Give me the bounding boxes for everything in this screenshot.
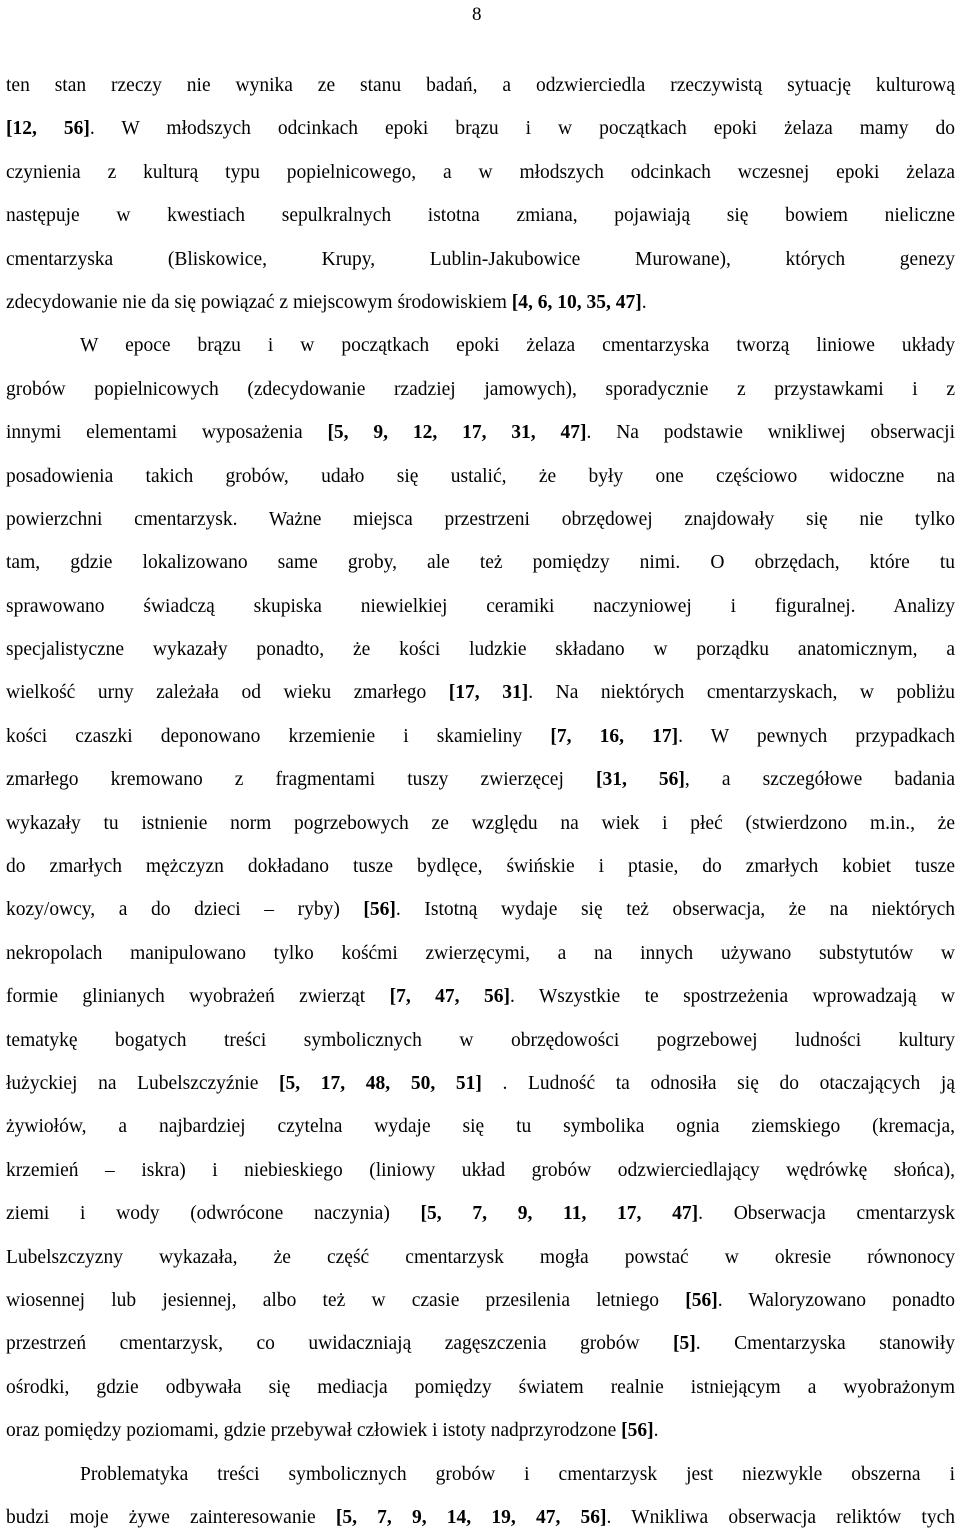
text-line bbox=[6, 888, 955, 931]
text-segment: żywiołów, a najbardziej czytelna wydaje się tu symbolika ognia ziemskiego (kremacja, bbox=[6, 1116, 955, 1138]
text-segment: wielkość urny zależała od wieku zmarłego bbox=[6, 682, 449, 704]
citation: [5, 7, 9, 14, 19, 47, 56] bbox=[335, 1506, 607, 1528]
text-line bbox=[6, 1496, 955, 1539]
text-line bbox=[6, 671, 955, 714]
citation: [56] bbox=[363, 899, 396, 921]
text-line bbox=[6, 107, 955, 150]
text-segment: . Wszystkie te spostrzeżenia wprowadzają w bbox=[509, 986, 955, 1008]
text-line bbox=[6, 194, 955, 237]
citation: [5, 17, 48, 50, 51] bbox=[279, 1072, 482, 1094]
text-line bbox=[6, 368, 955, 411]
text-segment: . Waloryzowano ponadto bbox=[717, 1289, 955, 1311]
text-segment: . Istotną wydaje się też obserwacja, że na niektórych bbox=[395, 899, 955, 921]
text-segment: . Ludność ta odnosiła się do otaczających ją bbox=[481, 1072, 955, 1094]
text-line bbox=[6, 758, 955, 801]
text-line bbox=[6, 585, 955, 628]
text-segment: . Cmentarzyska stanowiły bbox=[695, 1333, 955, 1355]
text-segment: . Obserwacja cmentarzysk bbox=[698, 1203, 955, 1225]
text-segment: krzemień – iskra) i niebieskiego (liniowy układ grobów odzwierciedlający wędrówkę słońca), bbox=[6, 1159, 955, 1181]
text-segment: formie glinianych wyobrażeń zwierząt bbox=[6, 986, 390, 1008]
text-segment: tematykę bogatych treści symbolicznych w obrzędowości pogrzebowej ludności kultury bbox=[6, 1029, 955, 1051]
text-line bbox=[6, 1019, 955, 1062]
text-segment: czynienia z kulturą typu popielnicowego, a w młodszych odcinkach wczesnej epoki żelaza bbox=[6, 161, 955, 183]
text-line bbox=[6, 1453, 955, 1496]
text-segment: cmentarzyska (Bliskowice, Krupy, Lublin-Jakubowice Murowane), których genezy bbox=[6, 248, 955, 270]
text-line bbox=[6, 1409, 955, 1452]
text-line bbox=[6, 1192, 955, 1235]
text-segment: . Wnikliwa obserwacja reliktów tych bbox=[606, 1506, 955, 1528]
citation: [5] bbox=[673, 1333, 696, 1355]
text-segment: sprawowano świadczą skupiska niewielkiej ceramiki naczyniowej i figuralnej. Analizy bbox=[6, 595, 955, 617]
text-line bbox=[6, 541, 955, 584]
text-segment: . W młodszych odcinkach epoki brązu i w początkach epoki żelaza mamy do bbox=[89, 118, 955, 140]
text-segment: Lubelszczyzny wykazała, że część cmentarzysk mogła powstać w okresie równonocy bbox=[6, 1246, 955, 1268]
text-line bbox=[6, 455, 955, 498]
text-segment: przestrzeń cmentarzysk, co uwidaczniają zagęszczenia grobów bbox=[6, 1333, 674, 1355]
citation: [56] bbox=[685, 1289, 718, 1311]
text-segment: ziemi i wody (odwrócone naczynia) bbox=[6, 1203, 421, 1225]
text-line bbox=[6, 411, 955, 454]
text-line bbox=[6, 1279, 955, 1322]
citation: [7, 16, 17] bbox=[550, 725, 679, 747]
citation: [7, 47, 56] bbox=[389, 986, 510, 1008]
text-segment: kości czaszki deponowano krzemienie i skamieliny bbox=[6, 725, 551, 747]
text-segment: W epoce brązu i w początkach epoki żelaza cmentarzyska tworzą liniowe układy bbox=[80, 335, 955, 357]
page-number: 8 bbox=[472, 4, 482, 25]
text-segment: ośrodki, gdzie odbywała się mediacja pomiędzy światem realnie istniejącym a wyobrażonym bbox=[6, 1376, 955, 1398]
text-line bbox=[6, 845, 955, 888]
text-segment: następuje w kwestiach sepulkralnych istotna zmiana, pojawiają się bowiem nieliczne bbox=[6, 205, 955, 227]
text-segment: wykazały tu istnienie norm pogrzebowych ze względu na wiek i płeć (stwierdzono m.in., że bbox=[6, 812, 955, 834]
citation: [56] bbox=[621, 1420, 654, 1442]
text-segment: Problematyka treści symbolicznych grobów i cmentarzysk jest niezwykle obszerna i bbox=[80, 1463, 955, 1485]
text-segment: do zmarłych mężczyzn dokładano tusze bydlęce, świńskie i ptasie, do zmarłych kobiet tusze bbox=[6, 856, 955, 878]
citation: [17, 31] bbox=[448, 682, 529, 704]
citation: [5, 7, 9, 11, 17, 47] bbox=[420, 1203, 699, 1225]
text-line bbox=[6, 324, 955, 367]
text-line bbox=[6, 975, 955, 1018]
text-line bbox=[6, 932, 955, 975]
text-segment: tam, gdzie lokalizowano same groby, ale też pomiędzy nimi. O obrzędach, które tu bbox=[6, 552, 955, 574]
text-segment: grobów popielnicowych (zdecydowanie rzadziej jamowych), sporadycznie z przystawkami i z bbox=[6, 378, 955, 400]
text-line bbox=[6, 802, 955, 845]
text-segment: nekropolach manipulowano tylko kośćmi zwierzęcymi, a na innych używano substytutów w bbox=[6, 942, 955, 964]
text-segment: zmarłego kremowano z fragmentami tuszy zwierzęcej bbox=[6, 769, 596, 791]
body-text bbox=[6, 64, 955, 1539]
text-line bbox=[6, 151, 955, 194]
text-segment: kozy/owcy, a do dzieci – ryby) bbox=[6, 899, 364, 921]
text-segment: łużyckiej na Lubelszczyźnie bbox=[6, 1072, 280, 1094]
text-line bbox=[6, 498, 955, 541]
text-segment: specjalistyczne wykazały ponadto, że kości ludzkie składano w porządku anatomicznym, a bbox=[6, 639, 955, 661]
text-segment: . bbox=[641, 291, 647, 313]
text-segment: . W pewnych przypadkach bbox=[678, 725, 955, 747]
text-line bbox=[6, 1062, 955, 1105]
text-segment: powierzchni cmentarzysk. Ważne miejsca przestrzeni obrzędowej znajdowały się nie tylko bbox=[6, 508, 955, 530]
text-segment: oraz pomiędzy poziomami, gdzie przebywał człowiek i istoty nadprzyrodzone bbox=[6, 1420, 622, 1442]
text-segment: budzi moje żywe zainteresowanie bbox=[6, 1506, 336, 1528]
text-segment: . Na podstawie wnikliwej obserwacji bbox=[586, 422, 955, 444]
text-line bbox=[6, 715, 955, 758]
text-segment: , a szczegółowe badania bbox=[684, 769, 955, 791]
text-segment: posadowienia takich grobów, udało się ustalić, że były one częściowo widoczne na bbox=[6, 465, 955, 487]
text-line bbox=[6, 1366, 955, 1409]
text-line bbox=[6, 1149, 955, 1192]
text-segment: . Na niektórych cmentarzyskach, w pobliżu bbox=[528, 682, 955, 704]
citation: [31, 56] bbox=[595, 769, 685, 791]
citation: [5, 9, 12, 17, 31, 47] bbox=[327, 422, 587, 444]
text-line bbox=[6, 64, 955, 107]
text-segment: wiosennej lub jesiennej, albo też w czasie przesilenia letniego bbox=[6, 1289, 686, 1311]
text-line bbox=[6, 238, 955, 281]
text-line bbox=[6, 281, 955, 324]
text-segment: innymi elementami wyposażenia bbox=[6, 422, 328, 444]
text-segment: ten stan rzeczy nie wynika ze stanu badań, a odzwierciedla rzeczywistą sytuację kulturową bbox=[6, 75, 955, 96]
text-segment: zdecydowanie nie da się powiązać z miejscowym środowiskiem bbox=[6, 291, 512, 313]
text-segment: . bbox=[653, 1420, 659, 1442]
citation: [4, 6, 10, 35, 47] bbox=[511, 291, 642, 313]
text-line bbox=[6, 1322, 955, 1365]
text-line bbox=[6, 1105, 955, 1148]
citation: [12, 56] bbox=[6, 118, 90, 140]
text-line bbox=[6, 1236, 955, 1279]
text-line bbox=[6, 628, 955, 671]
